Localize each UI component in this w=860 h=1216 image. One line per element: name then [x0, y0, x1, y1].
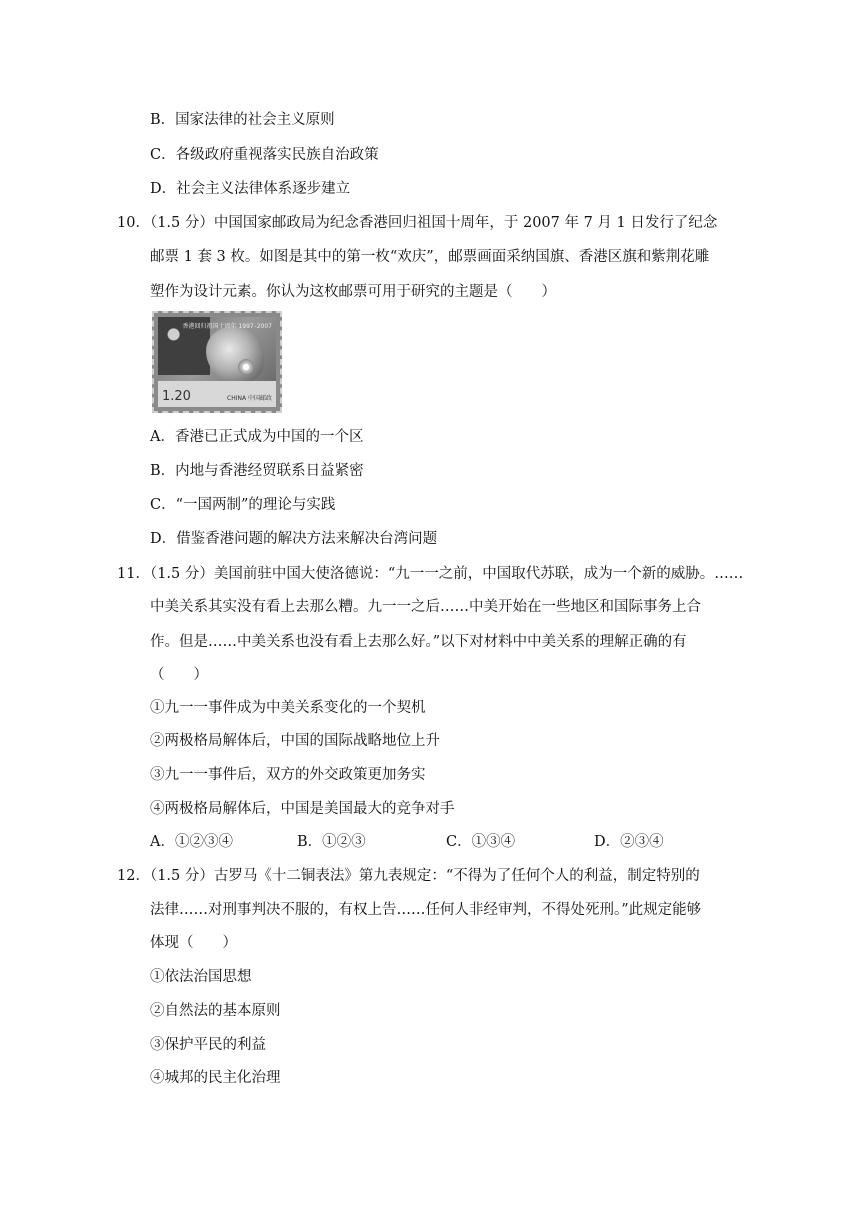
q10-option-a: A．香港已正式成为中国的一个区 — [150, 429, 364, 445]
q11-option-c: C．①③④ — [446, 834, 516, 850]
q9-option-c: C．各级政府重视落实民族自治政策 — [150, 147, 379, 163]
q12-item-2: ②自然法的基本原则 — [150, 1003, 281, 1019]
q11-item-1: ①九一一事件成为中美关系变化的一个契机 — [150, 700, 426, 716]
q10-stem-line-1: 10．（1.5 分）中国国家邮政局为纪念香港回归祖国十周年，于 2007 年 7 月 1 日发行了纪念 — [117, 215, 718, 231]
commemorative-stamp-image — [152, 311, 282, 413]
q11-option-b: B．①②③ — [297, 834, 366, 850]
q11-stem-line-3: 作。但是……中美关系也没有看上去那么好。”以下对材料中中美关系的理解正确的有 — [150, 634, 687, 650]
q11-item-4: ④两极格局解体后，中国是美国最大的竞争对手 — [150, 801, 455, 817]
q11-stem-line-2: 中美关系其实没有看上去那么糟。九一一之后……中美开始在一些地区和国际事务上合 — [150, 599, 701, 615]
q11-item-3: ③九一一事件后，双方的外交政策更加务实 — [150, 767, 426, 783]
q12-item-1: ①依法治国思想 — [150, 969, 252, 985]
q12-stem-line-3: 体现（ ） — [150, 935, 237, 951]
q10-option-b: B．内地与香港经贸联系日益紧密 — [150, 463, 364, 479]
stamp-denomination: 1.20 — [162, 389, 191, 404]
q11-stem-line-4: （ ） — [150, 667, 208, 683]
stamp-title-text: 香港回归祖国十周年 1997–2007 — [182, 323, 272, 330]
q10-option-d: D．借鉴香港问题的解决方法来解决台湾问题 — [150, 531, 438, 547]
q12-stem-line-2: 法律……对刑事判决不服的，有权上告……任何人非经审判，不得处死刑。”此规定能够 — [150, 902, 702, 918]
q11-item-2: ②两极格局解体后，中国的国际战略地位上升 — [150, 733, 440, 749]
q11-option-a: A．①②③④ — [150, 834, 233, 850]
q12-stem-line-1: 12．（1.5 分）古罗马《十二铜表法》第九表规定：“不得为了任何个人的利益，制定特别的 — [117, 868, 700, 884]
q11-option-d: D．②③④ — [594, 834, 664, 850]
q10-option-c: C．“一国两制”的理论与实践 — [150, 497, 336, 513]
q11-stem-line-1: 11．（1.5 分）美国前驻中国大使洛德说：“九一一之前，中国取代苏联，成为一个新的威胁。…… — [117, 566, 744, 582]
q12-item-3: ③保护平民的利益 — [150, 1037, 266, 1053]
q10-stem-line-3: 塑作为设计元素。你认为这枚邮票可用于研究的主题是（ ） — [150, 284, 556, 300]
bauhinia-flower-icon — [238, 359, 254, 375]
q9-option-d: D．社会主义法律体系逐步建立 — [150, 181, 351, 197]
q9-option-b: B．国家法律的社会主义原则 — [150, 112, 335, 128]
q10-stem-line-2: 邮票 1 套 3 枚。如图是其中的第一枚“欢庆”，邮票画面采纳国旗、香港区旗和紫荆花雕 — [150, 249, 710, 265]
bauhinia-sculpture-graphic — [206, 327, 264, 383]
stamp-country-text: CHINA 中国邮政 — [227, 395, 272, 402]
q12-item-4: ④城邦的民主化治理 — [150, 1070, 281, 1086]
